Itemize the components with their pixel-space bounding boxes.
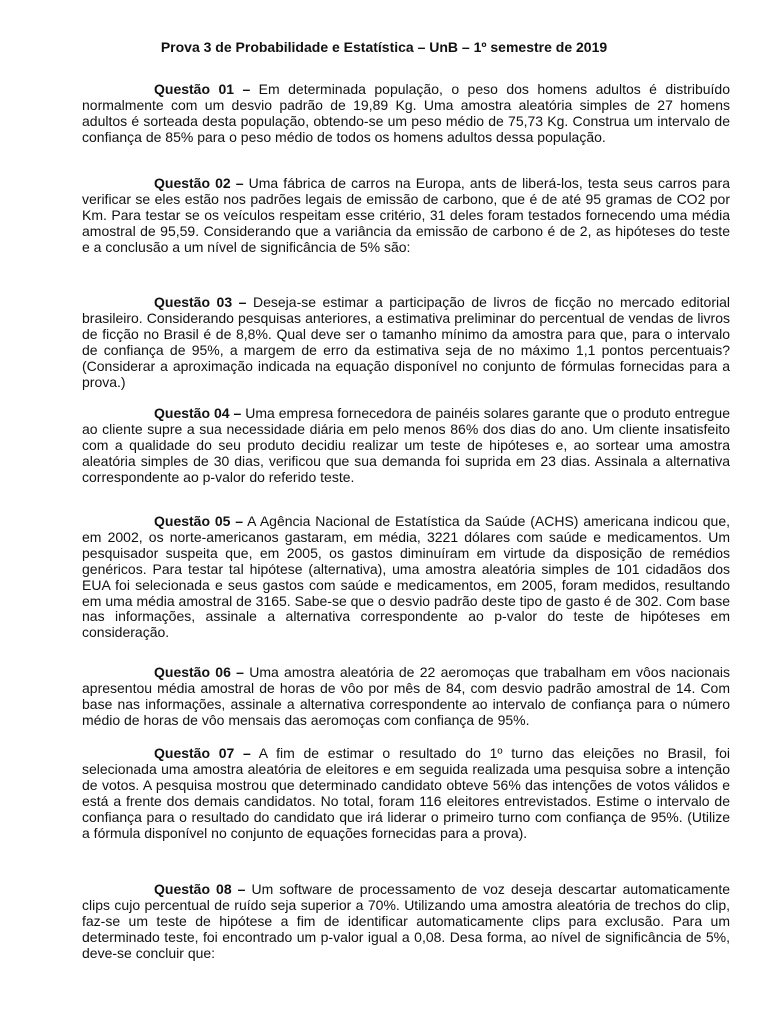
question-label: Questão 02 – <box>154 175 244 191</box>
question-04 <box>82 406 730 486</box>
question-05 <box>82 514 730 641</box>
question-label: Questão 04 – <box>154 405 242 421</box>
question-label: Questão 08 – <box>154 881 246 897</box>
question-02 <box>82 176 730 256</box>
question-06 <box>82 665 730 729</box>
page-title: Prova 3 de Probabilidade e Estatística – UnB – 1º semestre de 2019 <box>160 39 608 55</box>
question-text: Uma fábrica de carros na Europa, ants de liberá-los, testa seus carros para verificar se eles estão nos padrões legais de emissão de carbono, que é de até 95 gramas de CO2 por Km. Para testar se os veículos respeitam esse critério, 31 deles foram testados fornecendo uma média amostral de 95,59. Considerando que a variância da emissão de carbono é de 2, as hipóteses do teste e a conclusão a um nível de significância de 5% são: <box>82 175 730 255</box>
question-01 <box>82 82 730 146</box>
question-03 <box>82 295 730 390</box>
question-text: Em determinada população, o peso dos homens adultos é distribuído normalmente com um desvio padrão de 19,89 Kg. Uma amostra aleatória simples de 27 homens adultos é sorteada desta população, obtendo-se um peso médio de 75,73 Kg. Construa um intervalo de confiança de 85% para o peso médio de todos os homens adultos dessa população. <box>82 81 730 145</box>
question-07 <box>82 746 730 841</box>
question-label: Questão 03 – <box>154 294 247 310</box>
question-text: A fim de estimar o resultado do 1º turno das eleições no Brasil, foi selecionada uma amostra aleatória de eleitores e em seguida realizada uma pesquisa sobre a intenção de votos. A pesquisa mostrou que determinado candidato obteve 56% das intenções de votos válidos e está a frente dos demais candidatos. No total, foram 116 eleitores entrevistados. Estime o intervalo de confiança para o resultado do candidato que irá liderar o primeiro turno com confiança de 95%. (Utilize a fórmula disponível no conjunto de equações fornecidas para a prova). <box>82 745 730 841</box>
question-label: Questão 06 – <box>154 664 244 680</box>
question-text: Um software de processamento de voz deseja descartar automaticamente clips cujo percentual de ruído seja superior a 70%. Utilizando uma amostra aleatória de trechos do clip, faz-se um teste de hipótese a fim de identificar automaticamente clips para exclusão. Para um determinado teste, foi encontrado um p-valor igual a 0,08. Desa forma, ao nível de significância de 5%, deve-se concluir que: <box>82 881 731 961</box>
question-text: Uma amostra aleatória de 22 aeromoças que trabalham em vôos nacionais apresentou média amostral de horas de vôo por mês de 84, com desvio padrão amostral de 14. Com base nas informações, assinale a alternativa correspondente ao intervalo de confiança para o número médio de horas de vôo mensais das aeromoças com confiança de 95%. <box>82 664 730 728</box>
question-label: Questão 01 – <box>154 81 251 97</box>
question-08 <box>82 882 730 962</box>
question-label: Questão 07 – <box>154 745 251 761</box>
question-text: A Agência Nacional de Estatística da Saúde (ACHS) americana indicou que, em 2002, os norte-americanos gastaram, em média, 3221 dólares com saúde e medicamentos. Um pesquisador suspeita que, em 2005, os gastos diminuíram em virtude da disposição de remédios genéricos. Para testar tal hipótese (alternativa), uma amostra aleatória simples de 101 cidadãos dos EUA foi selecionada e seus gastos com saúde e medicamentos, em 2005, foram medidos, resultando em uma média amostral de 3165. Sabe-se que o desvio padrão deste tipo de gasto é de 302. Com base nas informações, assinale a alternativa correspondente ao p-valor do teste de hipóteses em consideração. <box>82 513 731 641</box>
question-label: Questão 05 – <box>154 513 244 529</box>
question-text: Deseja-se estimar a participação de livros de ficção no mercado editorial brasileiro. Considerando pesquisas anteriores, a estimativa preliminar do percentual de vendas de livros de ficção no Brasil é de 8,8%. Qual deve ser o tamanho mínimo da amostra para que, para o intervalo de confiança de 95%, a margem de erro da estimativa seja de no máximo 1,1 pontos percentuais? (Considerar a aproximação indicada na equação disponível no conjunto de fórmulas fornecidas para a prova.) <box>82 294 730 390</box>
question-text: Uma empresa fornecedora de painéis solares garante que o produto entregue ao cliente supre a sua necessidade diária em pelo menos 86% dos dias do ano. Um cliente insatisfeito com a qualidade do seu produto decidiu realizar um teste de hipóteses e, ao sortear uma amostra aleatória simples de 30 dias, verificou que sua demanda foi suprida em 23 dias. Assinala a alternativa correspondente ao p-valor do referido teste. <box>82 405 731 485</box>
